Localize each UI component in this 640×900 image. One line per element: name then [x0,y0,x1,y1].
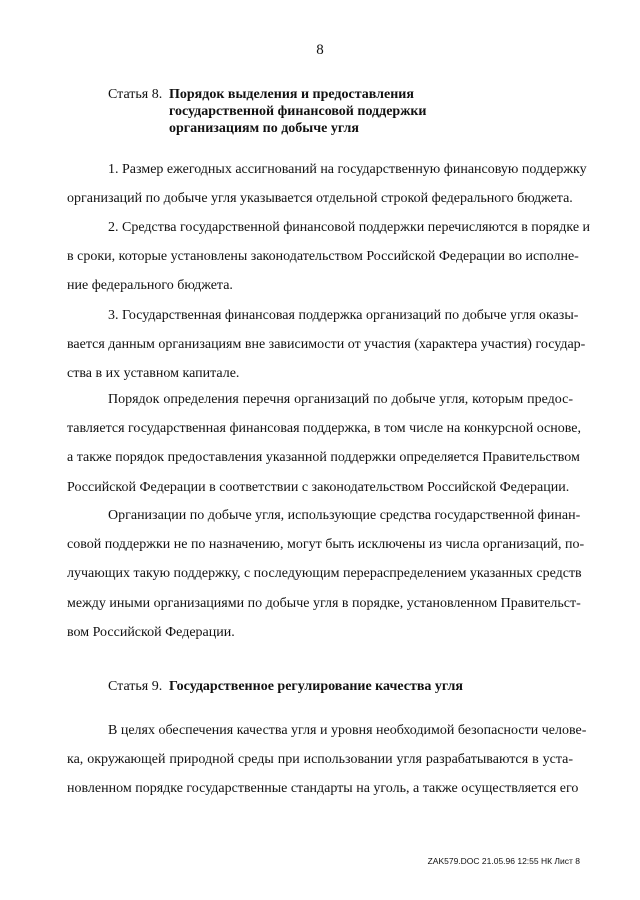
page-number: 8 [316,42,324,58]
paragraph-line: 3. Государственная финансовая поддержка организаций по добыче угля оказы- [108,308,579,323]
paragraph-line: организаций по добыче угля указывается отдельной строкой федерального бюджета. [67,191,573,207]
article-9-label: Статья 9. [108,679,163,694]
paragraph-line: лучающих такую поддержку, с последующим перераспределением указанных средств [67,566,582,582]
article-8-paragraph-2 [67,213,591,301]
paragraph-line: а также порядок предоставления указанной поддержки определяется Правительством [67,450,580,466]
paragraph-line: 1. Размер ежегодных ассигнований на государственную финансовую поддержку [108,162,587,177]
paragraph-line: В целях обеспечения качества угля и уровня необходимой безопасности челове- [108,723,587,738]
paragraph-line: ства в их уставном капитале. [67,366,240,382]
article-8-title-line: государственной финансовой поддержки [169,104,427,119]
paragraph-line: ка, окружающей природной среды при использовании угля разрабатываются в уста- [67,752,573,768]
paragraph-line: Организации по добыче угля, использующие средства государственной финан- [108,508,581,523]
paragraph-line: между иными организациями по добыче угля в порядке, установленном Правительст- [67,595,581,611]
article-9-title-line: Государственное регулирование качества угля [169,679,463,694]
article-8-paragraph-1 [67,155,587,213]
paragraph-line: Порядок определения перечня организаций по добыче угля, которым предос- [108,392,573,407]
paragraph-line: Российской Федерации в соответствии с законодательством Российской Федерации. [67,479,570,495]
article-8-title [169,86,426,137]
paragraph-line: 2. Средства государственной финансовой поддержки перечисляются в порядке и [108,220,591,235]
article-9-paragraph-1 [67,716,587,804]
article-8-paragraph-3 [67,301,586,389]
paragraph-line: в сроки, которые установлены законодательством Российской Федерации во исполне- [67,249,579,265]
article-9-title [169,678,463,695]
article-8-paragraph-4 [67,385,582,502]
article-8-label: Статья 8. [108,87,163,102]
paragraph-line: тавляется государственная финансовая поддержка, в том числе на конкурсной основе, [67,421,582,437]
paragraph-line: вается данным организациям вне зависимости от участия (характера участия) государ- [67,337,586,353]
document-footer: ZAK579.DOC 21.05.96 12:55 НК Лист 8 [427,856,580,866]
article-8-title-line: Порядок выделения и предоставления [169,87,414,102]
paragraph-line: ние федерального бюджета. [67,278,233,294]
article-8-title-line: организациям по добыче угля [169,121,359,136]
paragraph-line: вом Российской Федерации. [67,624,235,640]
paragraph-line: совой поддержки не по назначению, могут быть исключены из числа организаций, по- [67,537,585,553]
paragraph-line: новленном порядке государственные стандарты на уголь, а также осуществляется его [67,781,579,797]
article-8-paragraph-5 [67,501,585,647]
